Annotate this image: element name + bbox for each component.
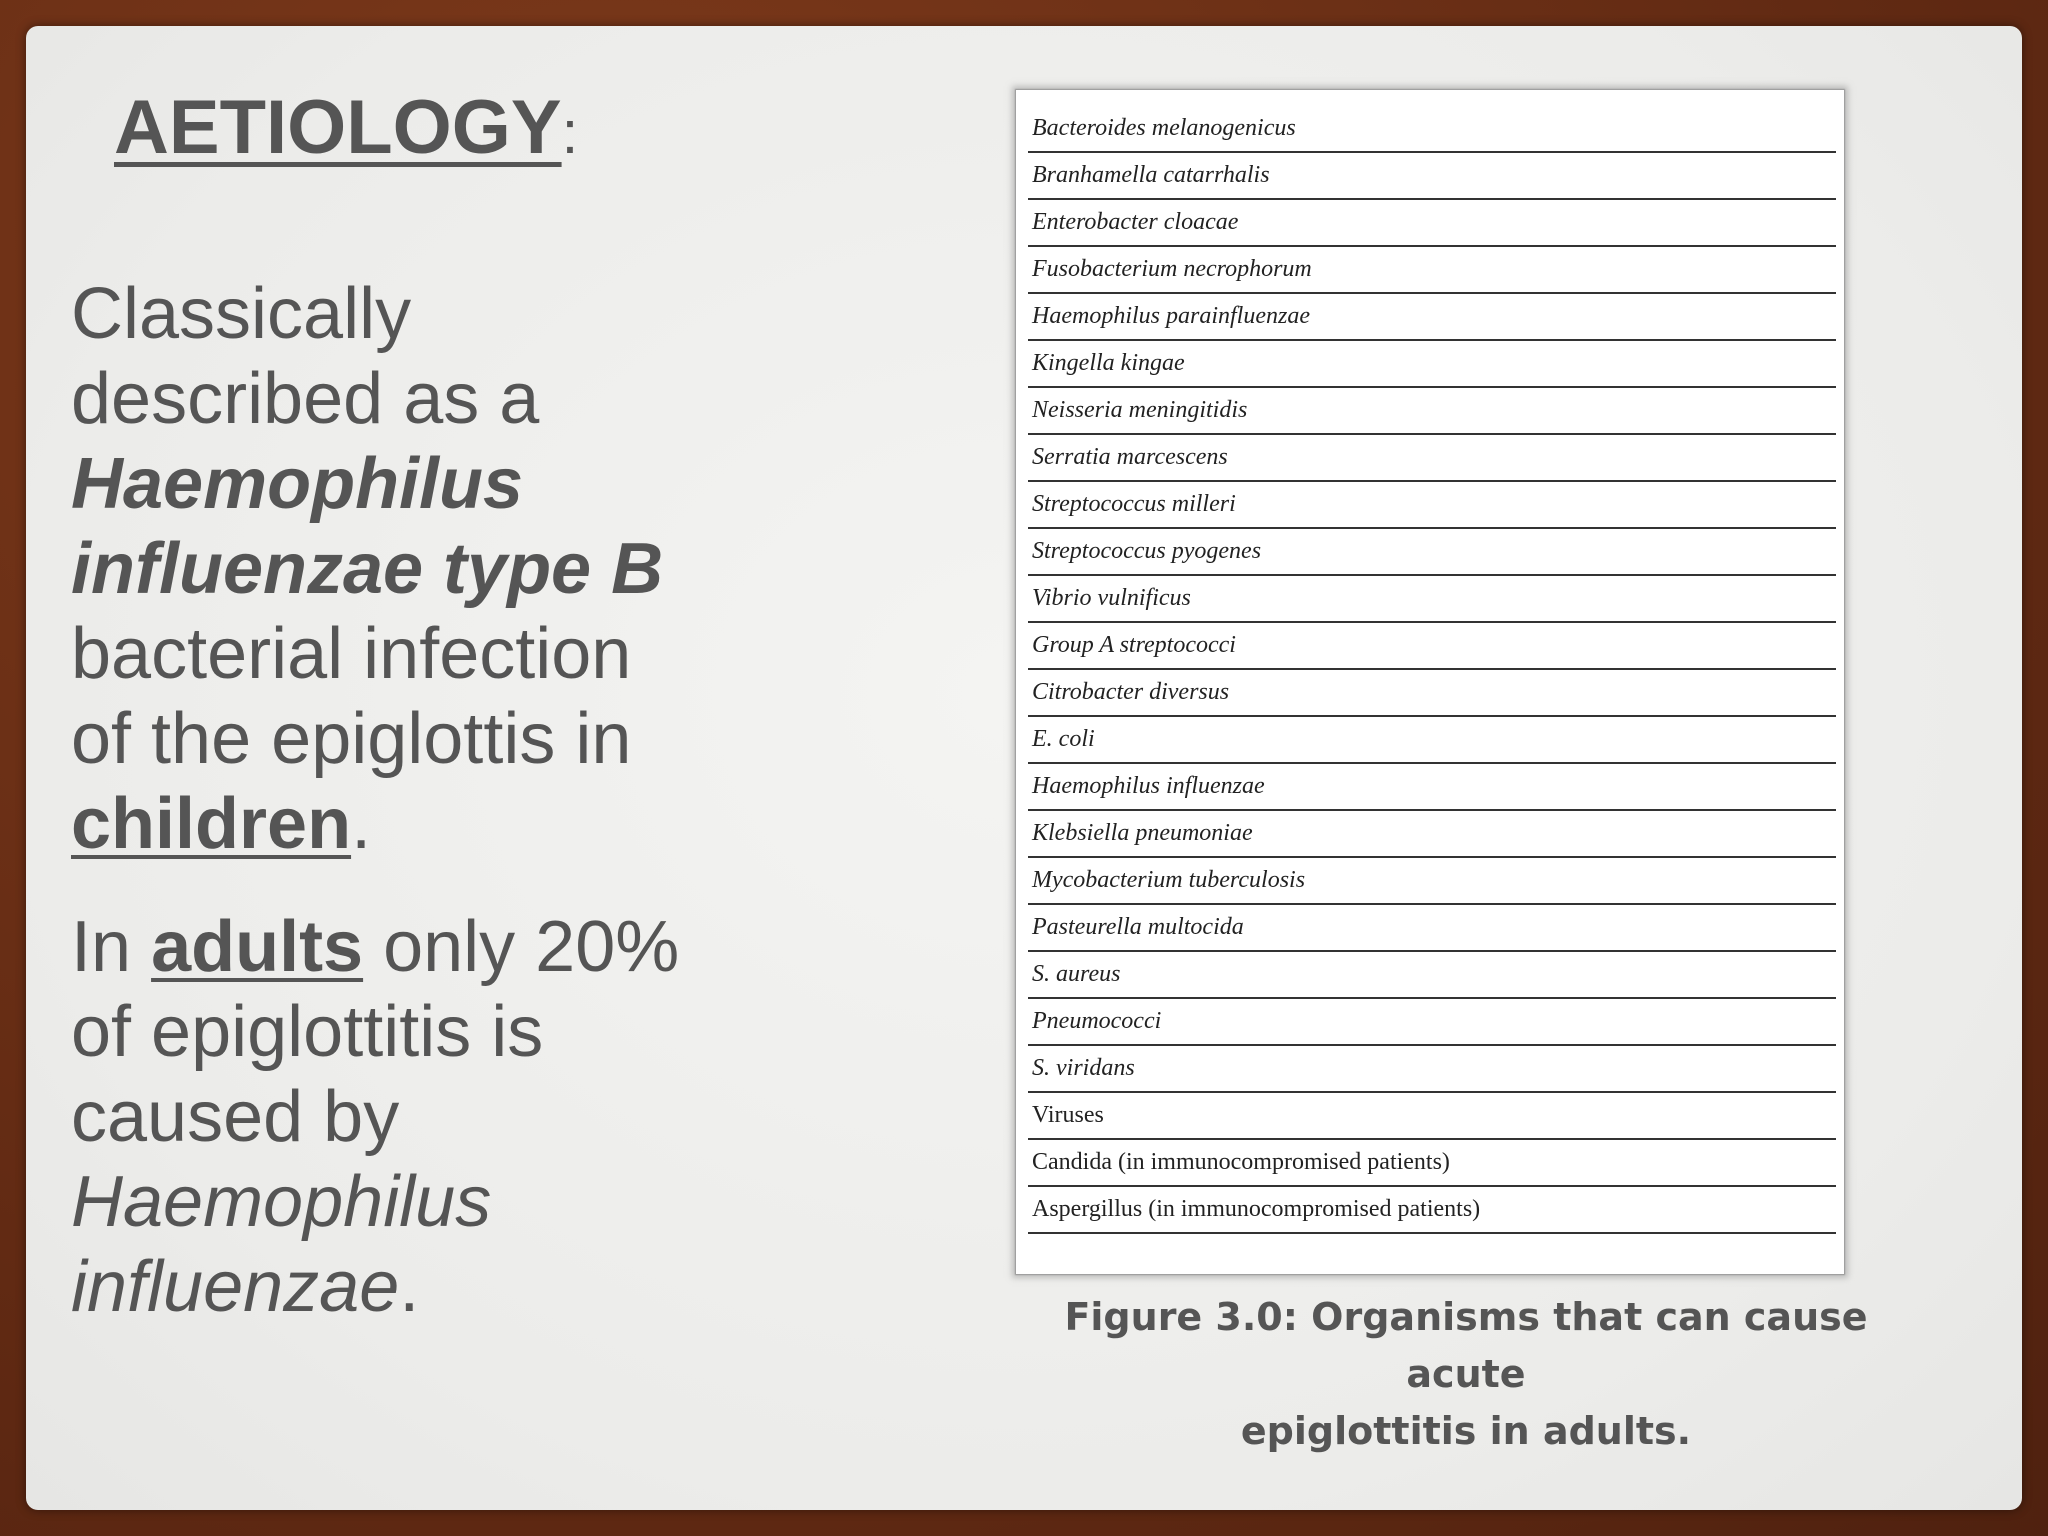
organism-row: Klebsiella pneumoniae <box>1028 811 1836 858</box>
para2-start: In <box>71 907 152 987</box>
para1-line4: influenzae type B <box>71 529 664 609</box>
organism-row: Pasteurella multocida <box>1028 905 1836 952</box>
figure-caption <box>1006 1289 1926 1460</box>
organism-row: Enterobacter cloacae <box>1028 200 1836 247</box>
para1-emphasis-children: children <box>71 784 352 864</box>
para1-line2: described as a <box>71 359 540 439</box>
organism-row: Citrobacter diversus <box>1028 670 1836 717</box>
para2-line2: of epiglottitis is <box>71 992 544 1072</box>
organism-row: S. aureus <box>1028 952 1836 999</box>
body-text <box>71 272 791 1330</box>
organisms-list <box>1028 106 1836 1234</box>
organism-row: Viruses <box>1028 1093 1836 1140</box>
organisms-figure <box>1016 90 1844 1274</box>
organism-row: Branhamella catarrhalis <box>1028 153 1836 200</box>
organism-row: S. viridans <box>1028 1046 1836 1093</box>
organism-row: Fusobacterium necrophorum <box>1028 247 1836 294</box>
caption-line2: epiglottitis in adults. <box>1240 1409 1692 1453</box>
organism-row: Streptococcus pyogenes <box>1028 529 1836 576</box>
paragraph-adults <box>71 905 791 1330</box>
slide-heading <box>114 84 578 171</box>
organism-row: Kingella kingae <box>1028 341 1836 388</box>
organism-row: Vibrio vulnificus <box>1028 576 1836 623</box>
para1-line5: bacterial infection <box>71 614 632 694</box>
organism-row: Neisseria meningitidis <box>1028 388 1836 435</box>
slide <box>26 26 2022 1510</box>
organism-row: Haemophilus parainfluenzae <box>1028 294 1836 341</box>
para2-line5: influenzae <box>71 1247 400 1327</box>
organism-row: Haemophilus influenzae <box>1028 764 1836 811</box>
organism-row: Pneumococci <box>1028 999 1836 1046</box>
para2-line4: Haemophilus <box>71 1162 492 1242</box>
para2-emphasis-adults: adults <box>151 907 364 987</box>
heading-title: AETIOLOGY <box>114 85 562 170</box>
para1-line1: Classically <box>71 274 412 354</box>
organism-row: Streptococcus milleri <box>1028 482 1836 529</box>
organism-row: Mycobacterium tuberculosis <box>1028 858 1836 905</box>
para2-rest1: only 20% <box>363 907 680 987</box>
caption-line1: Figure 3.0: Organisms that can cause acute <box>1064 1295 1868 1396</box>
organism-row: Group A streptococci <box>1028 623 1836 670</box>
organism-row: E. coli <box>1028 717 1836 764</box>
para1-line3: Haemophilus <box>71 444 524 524</box>
para1-line6: of the epiglottis in <box>71 699 632 779</box>
organism-row: Serratia marcescens <box>1028 435 1836 482</box>
para2-end: . <box>399 1247 420 1327</box>
organism-row: Aspergillus (in immunocompromised patients) <box>1028 1187 1836 1234</box>
para2-line3: caused by <box>71 1077 400 1157</box>
organism-row: Candida (in immunocompromised patients) <box>1028 1140 1836 1187</box>
paragraph-classical-description <box>71 272 791 867</box>
organism-row: Bacteroides melanogenicus <box>1028 106 1836 153</box>
heading-colon: : <box>561 99 579 166</box>
para1-end: . <box>351 784 372 864</box>
